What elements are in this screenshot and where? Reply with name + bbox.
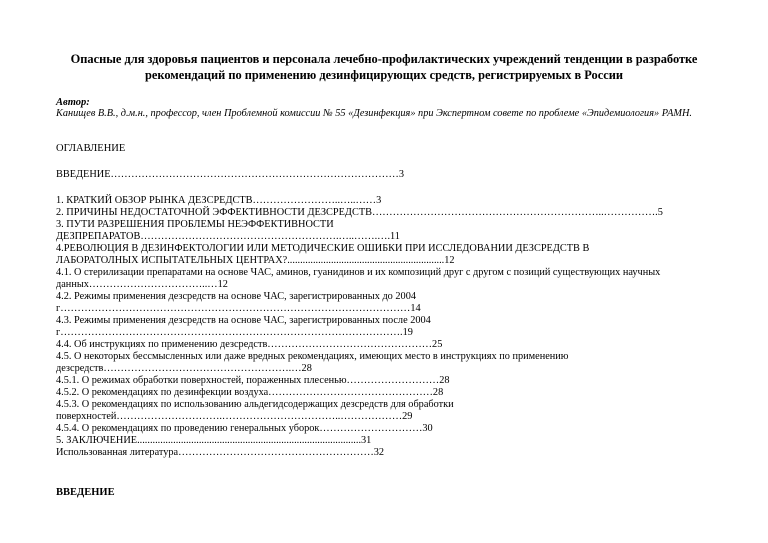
toc-line: 4.5.1. О режимах обработки поверхностей, пораженных плесенью………………………28	[56, 375, 450, 386]
toc-line: 4.2. Режимы применения дезсредств на основе ЧАС, зарегистрированных до 2004	[56, 291, 417, 302]
toc-line: Использованная литература…………………………………………………32	[56, 447, 385, 458]
toc-heading: ОГЛАВЛЕНИЕ	[56, 143, 126, 154]
toc-line: г…………………………………………………………………………………………14	[56, 303, 421, 314]
toc-line: ВВЕДЕНИЕ…………………………………………………………………………3	[56, 169, 404, 180]
toc-line: 4.5.2. О рекомендациях по дезинфекции воздуха…………………………………………28	[56, 387, 444, 398]
toc-line: 4.5. О некоторых бессмысленных или даже вредных рекомендациях, имеющих место в инструкциях по применению	[56, 351, 569, 362]
intro-heading: ВВЕДЕНИЕ	[56, 487, 115, 498]
toc-line: ЛАБОРАТОЛНЫХ ИСПЫТАТЕЛЬНЫХ ЦЕНТРАХ?.............................................................12	[56, 255, 455, 266]
toc-line: 1. КРАТКИЙ ОБЗОР РЫНКА ДЕЗСРЕДСТВ……………………..…..……3	[56, 195, 382, 206]
toc-line: 4.5.3. О рекомендациях по использованию альдегидсодержащих дезсредств для обработки	[56, 399, 454, 410]
document-title: Опасные для здоровья пациентов и персонала лечебно-профилактических учреждений тенденции в разработке рекомендаций по применению дезинфицирующих средств, регистрируемых в России	[70, 52, 698, 82]
table-of-contents	[56, 169, 716, 459]
toc-line: данных……………………………..…12	[56, 279, 228, 290]
toc-line: ДЕЗПРЕПАРАТОВ………………………………………………….…..…….….11	[56, 231, 400, 242]
toc-line: г……………………………………………………………………………………….19	[56, 327, 413, 338]
author-text: Канищев В.В., д.м.н., профессор, член Проблемной комиссии № 55 «Дезинфекция» при Экспертном совете по проблеме «Эпидемиология» РАМН.	[56, 108, 692, 119]
toc-line: дезсредств……………………………………………….…28	[56, 363, 312, 374]
toc-line: 4.3. Режимы применения дезсредств на основе ЧАС, зарегистрированных после 2004	[56, 315, 431, 326]
toc-line: 4.1. О стерилизации препаратами на основе ЧАС, аминов, гуанидинов и их композиций друг с другом с позиций существующих научных	[56, 267, 661, 278]
toc-line: 5. ЗАКЛЮЧЕНИЕ.......................................................................................31	[56, 435, 372, 446]
toc-line: 4.5.4. О рекомендациях по проведению генеральных уборок…………………………30	[56, 423, 433, 434]
toc-line: 3. ПУТИ РАЗРЕШЕНИЯ ПРОБЛЕМЫ НЕЭФФЕКТИВНОСТИ	[56, 219, 334, 230]
toc-spacer	[56, 181, 716, 195]
author-label: Автор:	[56, 97, 90, 108]
toc-line: поверхностей………………………….……………………………..………………29	[56, 411, 413, 422]
toc-line: 2. ПРИЧИНЫ НЕДОСТАТОЧНОЙ ЭФФЕКТИВНОСТИ ДЕЗСРЕДСТВ…………………………………………………………..…………….5	[56, 207, 663, 218]
toc-line: 4.РЕВОЛЮЦИЯ В ДЕЗИНФЕКТОЛОГИИ ИЛИ МЕТОДИЧЕСКИЕ ОШИБКИ ПРИ ИССЛЕДОВАНИИ ДЕЗСРЕДСТВ В	[56, 243, 590, 254]
toc-line: 4.4. Об инструкциях по применению дезсредств…………………………………………25	[56, 339, 443, 350]
